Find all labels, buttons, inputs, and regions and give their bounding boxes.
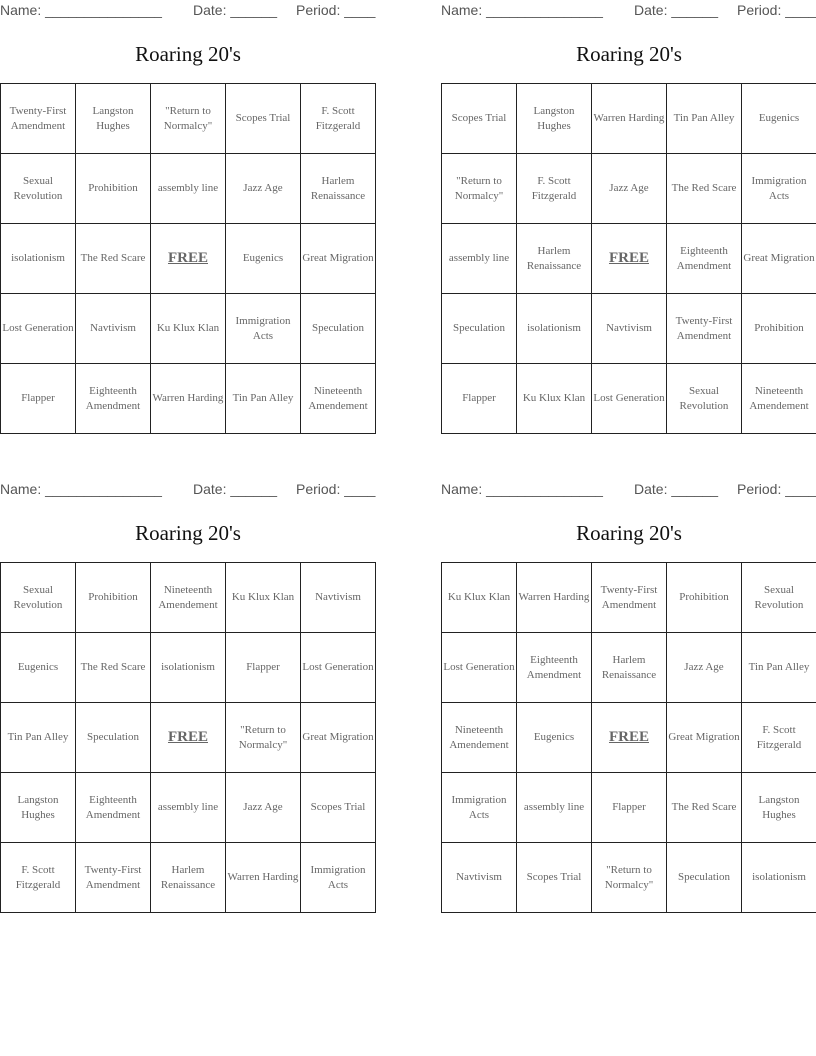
- bingo-cell: Great Migration: [301, 703, 376, 773]
- bingo-cell: Lost Generation: [592, 364, 667, 434]
- bingo-cell: Speculation: [442, 294, 517, 364]
- date-field: Date: ______: [634, 2, 719, 18]
- bingo-cell: Eighteenth Amendment: [76, 364, 151, 434]
- bingo-cell: Langston Hughes: [742, 773, 816, 843]
- bingo-cell: Great Migration: [742, 224, 816, 294]
- bingo-cell: The Red Scare: [667, 773, 742, 843]
- bingo-cell: Lost Generation: [1, 294, 76, 364]
- bingo-cell: Immigration Acts: [226, 294, 301, 364]
- bingo-cell: isolationism: [742, 843, 816, 913]
- bingo-cell: Twenty-First Amendment: [667, 294, 742, 364]
- grid-row: [442, 633, 816, 703]
- bingo-cell: Jazz Age: [226, 773, 301, 843]
- grid-row: [442, 773, 816, 843]
- bingo-cell: Lost Generation: [442, 633, 517, 703]
- bingo-cell: F. Scott Fitzgerald: [301, 84, 376, 154]
- bingo-cell: Nineteenth Amendement: [301, 364, 376, 434]
- bingo-cell: Immigration Acts: [742, 154, 816, 224]
- bingo-cell: "Return to Normalcy": [226, 703, 301, 773]
- bingo-cell: Immigration Acts: [442, 773, 517, 843]
- bingo-cell: Harlem Renaissance: [151, 843, 226, 913]
- bingo-cell: Tin Pan Alley: [742, 633, 816, 703]
- bingo-cell: Flapper: [1, 364, 76, 434]
- bingo-cell: The Red Scare: [76, 224, 151, 294]
- grid-row: [1, 154, 376, 224]
- grid-row: [442, 294, 816, 364]
- grid-row: [442, 843, 816, 913]
- grid-row: [1, 294, 376, 364]
- bingo-cell: "Return to Normalcy": [442, 154, 517, 224]
- grid-row: [1, 563, 376, 633]
- bingo-cell: Prohibition: [76, 563, 151, 633]
- bingo-cell: Scopes Trial: [517, 843, 592, 913]
- student-info-line: [441, 481, 816, 501]
- name-field: Name: _______________: [0, 481, 162, 497]
- bingo-cell: Eugenics: [517, 703, 592, 773]
- bingo-cell: Jazz Age: [667, 633, 742, 703]
- bingo-grid: [441, 83, 816, 434]
- grid-row: [442, 84, 816, 154]
- bingo-cell: isolationism: [517, 294, 592, 364]
- period-field: Period: ____: [737, 481, 816, 497]
- student-info-line: [0, 2, 376, 22]
- bingo-cell: Jazz Age: [226, 154, 301, 224]
- grid-row: [442, 703, 816, 773]
- bingo-cell: Ku Klux Klan: [226, 563, 301, 633]
- grid-row: [1, 703, 376, 773]
- bingo-cell: Eighteenth Amendment: [76, 773, 151, 843]
- bingo-cell: Speculation: [667, 843, 742, 913]
- bingo-cell: isolationism: [1, 224, 76, 294]
- grid-row: [442, 364, 816, 434]
- grid-row: [1, 84, 376, 154]
- bingo-cell: Nineteenth Amendement: [442, 703, 517, 773]
- period-field: Period: ____: [737, 2, 816, 18]
- bingo-cell: Flapper: [592, 773, 667, 843]
- bingo-cell: Ku Klux Klan: [517, 364, 592, 434]
- bingo-cell: Ku Klux Klan: [151, 294, 226, 364]
- bingo-cell: Warren Harding: [592, 84, 667, 154]
- bingo-cell: Langston Hughes: [1, 773, 76, 843]
- bingo-cell: Eighteenth Amendment: [667, 224, 742, 294]
- grid-row: [1, 633, 376, 703]
- bingo-cell: Immigration Acts: [301, 843, 376, 913]
- bingo-cell: Flapper: [226, 633, 301, 703]
- bingo-cell: isolationism: [151, 633, 226, 703]
- bingo-cell: Scopes Trial: [442, 84, 517, 154]
- bingo-cell: Warren Harding: [226, 843, 301, 913]
- free-space-cell: FREE: [151, 224, 226, 294]
- free-space-cell: FREE: [592, 703, 667, 773]
- bingo-cell: Scopes Trial: [226, 84, 301, 154]
- bingo-cell: Nineteenth Amendement: [742, 364, 816, 434]
- bingo-card-3: [0, 479, 376, 919]
- bingo-cell: Tin Pan Alley: [226, 364, 301, 434]
- bingo-cell: Scopes Trial: [301, 773, 376, 843]
- grid-row: [1, 773, 376, 843]
- bingo-cell: Navtivism: [592, 294, 667, 364]
- bingo-cell: Sexual Revolution: [1, 154, 76, 224]
- bingo-cell: Flapper: [442, 364, 517, 434]
- bingo-cell: Warren Harding: [151, 364, 226, 434]
- bingo-cell: "Return to Normalcy": [151, 84, 226, 154]
- free-space-cell: FREE: [592, 224, 667, 294]
- bingo-cell: Ku Klux Klan: [442, 563, 517, 633]
- bingo-cell: Warren Harding: [517, 563, 592, 633]
- bingo-cell: F. Scott Fitzgerald: [742, 703, 816, 773]
- bingo-cell: Prohibition: [76, 154, 151, 224]
- bingo-cell: "Return to Normalcy": [592, 843, 667, 913]
- period-field: Period: ____: [296, 2, 376, 18]
- bingo-cell: Twenty-First Amendment: [592, 563, 667, 633]
- bingo-card-2: [441, 0, 816, 440]
- name-field: Name: _______________: [441, 481, 603, 497]
- bingo-cell: Twenty-First Amendment: [76, 843, 151, 913]
- bingo-cell: Navtivism: [301, 563, 376, 633]
- bingo-cell: assembly line: [517, 773, 592, 843]
- card-title: Roaring 20's: [135, 42, 241, 66]
- bingo-cell: assembly line: [151, 154, 226, 224]
- date-field: Date: ______: [193, 481, 278, 497]
- name-field: Name: _______________: [0, 2, 162, 18]
- bingo-cell: Great Migration: [667, 703, 742, 773]
- bingo-grid: [0, 562, 376, 913]
- card-title: Roaring 20's: [576, 521, 682, 545]
- student-info-line: [0, 481, 376, 501]
- bingo-cell: Sexual Revolution: [1, 563, 76, 633]
- grid-row: [442, 154, 816, 224]
- card-title: Roaring 20's: [576, 42, 682, 66]
- bingo-cell: The Red Scare: [667, 154, 742, 224]
- date-field: Date: ______: [634, 481, 719, 497]
- date-field: Date: ______: [193, 2, 278, 18]
- bingo-cell: Prohibition: [667, 563, 742, 633]
- bingo-cell: assembly line: [442, 224, 517, 294]
- name-field: Name: _______________: [441, 2, 603, 18]
- grid-row: [442, 224, 816, 294]
- bingo-cell: Sexual Revolution: [667, 364, 742, 434]
- bingo-cell: Navtivism: [442, 843, 517, 913]
- bingo-cell: Eugenics: [742, 84, 816, 154]
- bingo-cell: Sexual Revolution: [742, 563, 816, 633]
- free-space-cell: FREE: [151, 703, 226, 773]
- bingo-cell: Nineteenth Amendement: [151, 563, 226, 633]
- bingo-grid: [441, 562, 816, 913]
- bingo-cell: Tin Pan Alley: [1, 703, 76, 773]
- bingo-cell: Twenty-First Amendment: [1, 84, 76, 154]
- grid-row: [1, 364, 376, 434]
- bingo-grid: [0, 83, 376, 434]
- bingo-cell: Langston Hughes: [517, 84, 592, 154]
- bingo-cell: Prohibition: [742, 294, 816, 364]
- period-field: Period: ____: [296, 481, 376, 497]
- bingo-cell: Eighteenth Amendment: [517, 633, 592, 703]
- card-title: Roaring 20's: [135, 521, 241, 545]
- bingo-cell: Eugenics: [226, 224, 301, 294]
- bingo-cell: assembly line: [151, 773, 226, 843]
- bingo-cell: Harlem Renaissance: [301, 154, 376, 224]
- bingo-cell: Speculation: [301, 294, 376, 364]
- bingo-cell: Harlem Renaissance: [517, 224, 592, 294]
- grid-row: [1, 843, 376, 913]
- bingo-card-1: [0, 0, 376, 440]
- bingo-cell: Navtivism: [76, 294, 151, 364]
- bingo-cell: F. Scott Fitzgerald: [517, 154, 592, 224]
- bingo-cell: Jazz Age: [592, 154, 667, 224]
- bingo-cell: Tin Pan Alley: [667, 84, 742, 154]
- bingo-cell: Harlem Renaissance: [592, 633, 667, 703]
- bingo-cell: Langston Hughes: [76, 84, 151, 154]
- bingo-cell: F. Scott Fitzgerald: [1, 843, 76, 913]
- bingo-card-4: [441, 479, 816, 919]
- grid-row: [1, 224, 376, 294]
- bingo-cell: The Red Scare: [76, 633, 151, 703]
- student-info-line: [441, 2, 816, 22]
- grid-row: [442, 563, 816, 633]
- bingo-cell: Lost Generation: [301, 633, 376, 703]
- bingo-cell: Great Migration: [301, 224, 376, 294]
- bingo-cell: Speculation: [76, 703, 151, 773]
- bingo-cell: Eugenics: [1, 633, 76, 703]
